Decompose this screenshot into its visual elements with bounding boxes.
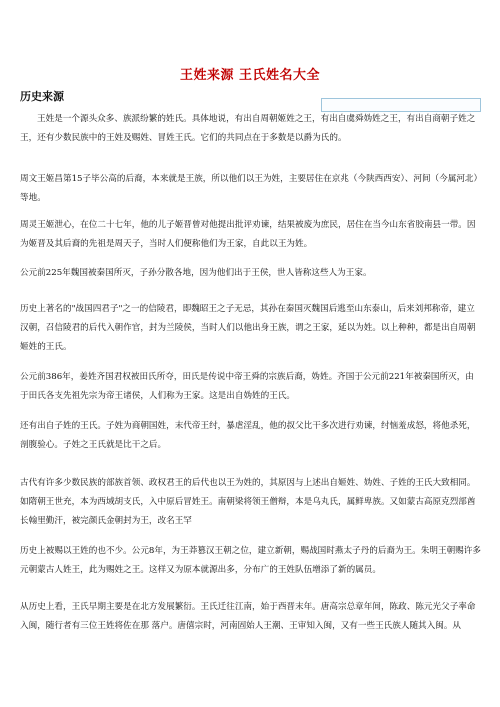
- paragraph: 周文王姬昌第15子毕公高的后裔，本来就是王族，所以他们以王为姓，主要居住在京兆（今陕西西安）、河间（今属河北）等地。: [20, 174, 478, 203]
- paragraph: 历史上被赐以王姓的也不少。公元8年，为王莽篡汉王朝之位，建立新朝，赐战国时燕太子丹的后裔为王。朱明王朝赐许多元朝蒙古人姓王，此为赐姓之王。这样又为原本就源出多，分布广的王姓队伍增添了新的属员。: [20, 546, 481, 575]
- paragraph: 还有出自子姓的王氏。子姓为商朝国姓，末代帝王纣，暴虐淫乱，他的叔父比干多次进行劝谏，纣恼羞成怒，将他杀死，剖腹验心。子姓之王氏就是比干之后。: [20, 421, 476, 450]
- paragraph: 王姓是一个源头众多、族派纷繁的姓氏。具体地说，有出自周朝姬姓之王，有出自虞舜妫姓之王，有出自商朝子姓之王，还有少数民族中的王姓及赐姓、冒姓王氏。它们的共同点在于多数是以爵为氏的。: [20, 114, 476, 143]
- section-heading: 历史来源: [20, 90, 64, 103]
- paragraph: 古代有许多少数民族的部族首领、政权君王的后代也以王为姓的，其原因与上述出自姬姓、妫姓、子姓的王氏大致相同。如隋朝王世充，本为西域胡支氏，入中原后冒姓王。南朝梁将领王僧辩，本是乌丸氏，属鲜卑族。又如蒙古高原克烈部酋长翰里勤汗，被完颜氏金朝封为王，改名王罕: [20, 478, 476, 526]
- paragraph: 周灵王姬泄心，在位二十七年，他的儿子姬晋曾对他提出批评劝谏，结果被废为庶民，居住在当今山东省胶南县一带。因为姬晋及其后裔的先祖是周天子，当时人们便称他们为王家，自此以王为姓。: [20, 220, 476, 249]
- paragraph: 公元前225年魏国被秦国所灭，子孙分散各地，因为他们出于王侯，世人皆称这些人为王家。: [20, 268, 372, 278]
- paragraph: 历史上著名的"战国四君子"之一的信陵君，即魏昭王之子无忌，其孙在秦国灭魏国后逃至山东泰山，后来刘邦称帝，建立汉朝，召信陵君的后代入朝作官，封为兰陵侯，当时人们以他出身王族，谓之王家，延以为姓。以上种种，都是出自周朝姬姓的王氏。: [20, 304, 476, 352]
- paragraph: 从历史上看，王氏早期主要是在北方发展繁衍。王氏迁往江南，始于西晋末年。唐高宗总章年间，陈政、陈元光父子率命入闽，随行者有三位王姓将佐在那 落户。唐僖宗时，河南固始人王潮、王审知入闽，又有一些王氏族人随其入闽。从: [20, 602, 476, 631]
- paragraph: 公元前386年，姜姓齐国君权被田氏所夺，田氏是传说中帝王舜的宗族后裔，妫姓。齐国于公元前221年被秦国所灭，由于田氏各支先祖先宗为帝王诸侯，人们称为王家。这是出自妫姓的王氏。: [20, 372, 474, 401]
- page-title: 王姓来源 王氏姓名大全: [179, 68, 321, 83]
